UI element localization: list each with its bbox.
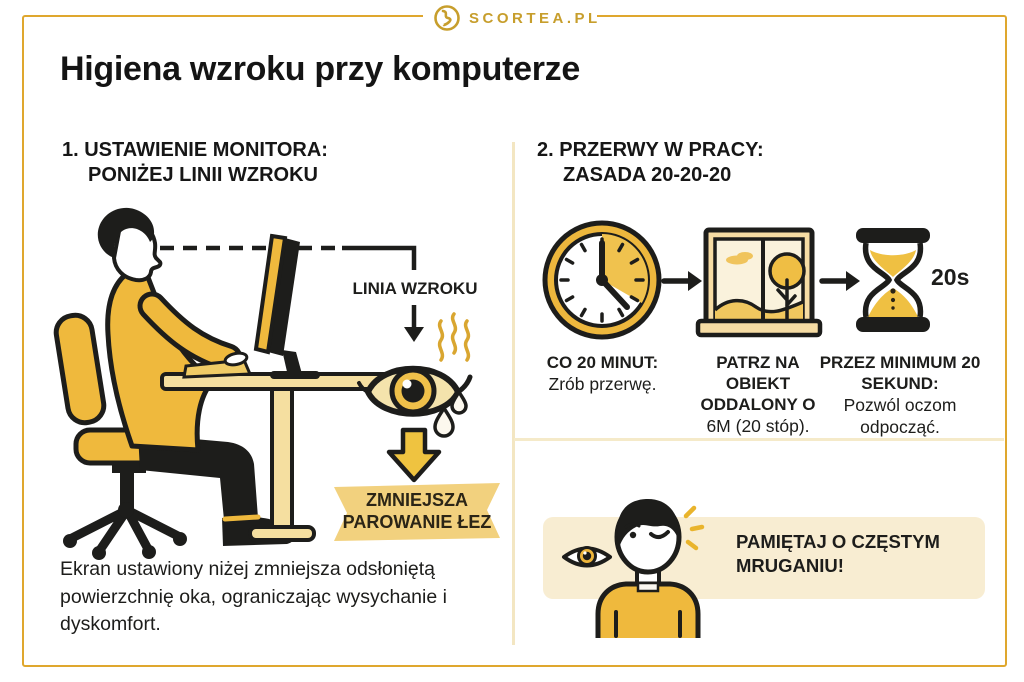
clock-icon bbox=[545, 223, 659, 337]
step-desc: Zrób przerwę. bbox=[548, 374, 657, 395]
hourglass-icon bbox=[856, 228, 930, 332]
step-minimum-20-seconds bbox=[814, 352, 986, 439]
brand-text: SCORTEA.PL bbox=[469, 9, 601, 27]
monitor-base bbox=[270, 371, 320, 379]
window-icon bbox=[698, 230, 820, 335]
section1-heading-line1: 1. USTAWIENIE MONITORA: bbox=[62, 139, 328, 161]
step-title: PATRZ NA OBIEKT ODDALONY O bbox=[700, 353, 816, 415]
collar bbox=[638, 583, 658, 591]
step-every-20-minutes bbox=[515, 352, 690, 396]
arrow-right-icon-2 bbox=[822, 271, 860, 291]
reminder-text: PAMIĘTAJ O CZĘSTYM MRUGANIU! bbox=[736, 531, 940, 577]
step-title: CO 20 MINUT: bbox=[546, 353, 659, 372]
arrow-right-icon bbox=[664, 271, 702, 291]
section2-heading-line2: ZASADA 20-20-20 bbox=[563, 164, 732, 186]
wink-sparkles bbox=[686, 508, 702, 548]
open-eye bbox=[630, 532, 636, 538]
section1-caption: Ekran ustawiony niżej zmniejsza odsłoniętą powierzchnię oka, ograniczając wysychanie i dyskomfort. bbox=[60, 558, 447, 636]
benefit-banner-text: ZMNIEJSZA PAROWANIE ŁEZ bbox=[342, 490, 492, 533]
block-arrow-icon bbox=[389, 430, 439, 480]
step-title: PRZEZ MINIMUM 20 SEKUND: bbox=[819, 353, 981, 394]
sight-line-label: LINIA WZROKU bbox=[352, 279, 478, 298]
section2-heading-line1: 2. PRZERWY W PRACY: bbox=[537, 139, 764, 161]
hourglass-duration-label: 20s bbox=[931, 264, 970, 290]
step-desc: Pozwól oczom odpocząć. bbox=[843, 395, 957, 437]
section1-heading-line2: PONIŻEJ LINII WZROKU bbox=[88, 164, 318, 186]
step-look-at-object bbox=[688, 352, 828, 438]
winking-person-icon bbox=[598, 499, 702, 638]
page-title: Higiena wzroku przy komputerze bbox=[60, 50, 580, 88]
eye-icon bbox=[564, 548, 610, 566]
step-desc: 6M (20 stóp). bbox=[706, 416, 810, 437]
heat-waves bbox=[440, 314, 469, 360]
monitor bbox=[256, 236, 300, 356]
down-arrow-icon bbox=[404, 305, 424, 342]
